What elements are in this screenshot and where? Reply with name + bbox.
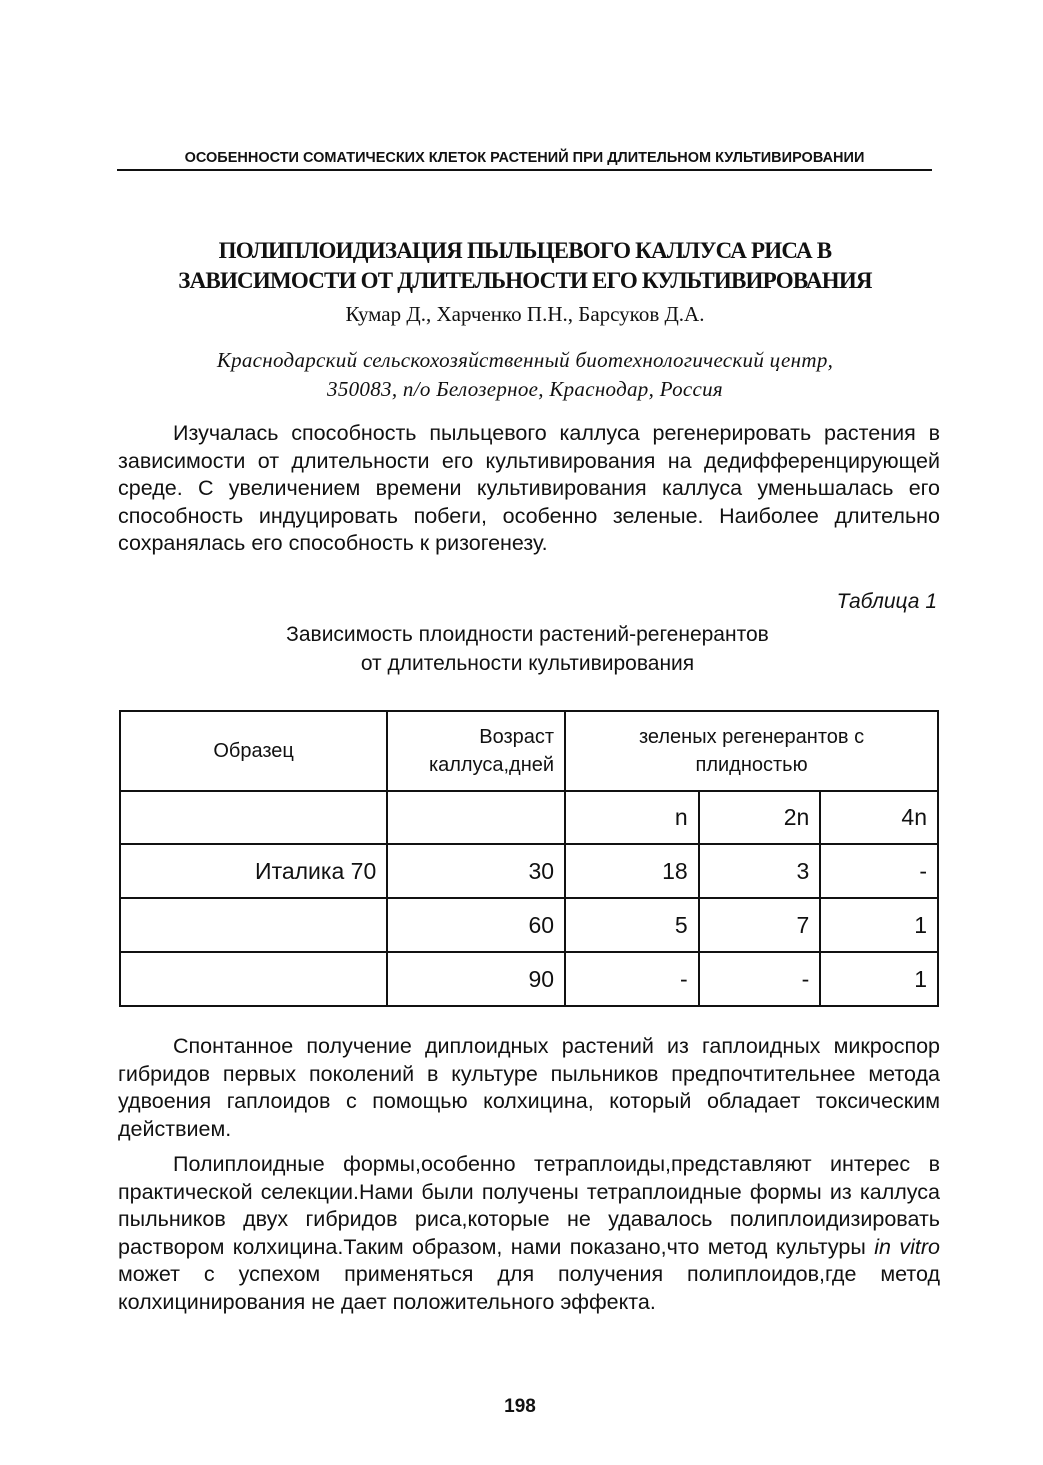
affiliation bbox=[110, 346, 940, 404]
header-age bbox=[387, 711, 565, 791]
table-row bbox=[120, 952, 938, 1006]
subheader-empty bbox=[120, 791, 387, 844]
header-green-line: плидностью bbox=[695, 754, 808, 776]
cell-age: 90 bbox=[387, 952, 565, 1006]
cell-n: 5 bbox=[565, 898, 699, 952]
cell-2n: 7 bbox=[699, 898, 821, 952]
paragraph2-text: может с успехом применяться для получения полиплоидов,где метод колхицинирования не дает положительного эффекта. bbox=[118, 1262, 940, 1314]
authors: Кумар Д., Харченко П.Н., Барсуков Д.А. bbox=[345, 302, 705, 326]
page-number: 198 bbox=[504, 1396, 536, 1417]
body-paragraph-1: Спонтанное получение диплоидных растений из гаплоидных микроспор гибридов первых поколений в культуре пыльников предпочтительнее метода удвоения гаплоидов с помощью колхицина, который обладает токсическим действием. bbox=[118, 1034, 940, 1141]
cell-4n: 1 bbox=[820, 898, 938, 952]
affiliation-line: Краснодарский сельскохозяйственный биотехнологический центр, bbox=[216, 348, 834, 372]
table-subheader-row bbox=[120, 791, 938, 844]
cell-age: 60 bbox=[387, 898, 565, 952]
cell-n: - bbox=[565, 952, 699, 1006]
subheader-empty bbox=[387, 791, 565, 844]
header-n: n bbox=[565, 791, 699, 844]
header-sample bbox=[120, 711, 387, 791]
cell-2n: 3 bbox=[699, 844, 821, 898]
body-paragraph-2 bbox=[118, 1151, 940, 1316]
running-head: ОСОБЕННОСТИ СОМАТИЧЕСКИХ КЛЕТОК РАСТЕНИЙ ПРИ ДЛИТЕЛЬНОМ КУЛЬТИВИРОВАНИИ bbox=[117, 150, 932, 171]
article-title bbox=[110, 236, 940, 296]
abstract-paragraph: Изучалась способность пыльцевого каллуса регенерировать растения в зависимости от длительности его культивирования на дедифференцирующей среде. С увеличением времени культивирования каллуса уменьшалась его способность индуцировать побеги, особенно зеленые. Наиболее длительно сохранялась его способность к ризогенезу. bbox=[118, 421, 940, 555]
header-sample-text: Образец bbox=[213, 740, 294, 762]
cell-age: 30 bbox=[387, 844, 565, 898]
cell-sample bbox=[120, 952, 387, 1006]
table-header-row bbox=[120, 711, 938, 791]
table-label: Таблица 1 bbox=[836, 590, 937, 613]
header-2n: 2n bbox=[699, 791, 821, 844]
table-caption bbox=[200, 620, 855, 678]
paragraph2-italic: in vitro bbox=[874, 1234, 940, 1259]
affiliation-line: 350083, п/о Белозерное, Краснодар, Россия bbox=[327, 377, 723, 401]
cell-4n: - bbox=[820, 844, 938, 898]
cell-sample: Италика 70 bbox=[120, 844, 387, 898]
table-row bbox=[120, 844, 938, 898]
cell-sample bbox=[120, 898, 387, 952]
title-line: ПОЛИПЛОИДИЗАЦИЯ ПЫЛЬЦЕВОГО КАЛЛУСА РИСА В bbox=[218, 238, 832, 263]
header-age-line: каллуса,дней bbox=[428, 754, 555, 776]
table-row bbox=[120, 898, 938, 952]
ploidy-table bbox=[119, 710, 939, 1007]
cell-4n: 1 bbox=[820, 952, 938, 1006]
header-green-regenerants bbox=[565, 711, 938, 791]
table-caption-line: от длительности культивирования bbox=[360, 652, 695, 675]
header-4n: 4n bbox=[820, 791, 938, 844]
header-age-line: Возраст bbox=[479, 726, 555, 748]
header-green-line: зеленых регенерантов с bbox=[638, 726, 865, 748]
table-caption-line: Зависимость плоидности растений-регенерантов bbox=[286, 623, 769, 646]
paragraph2-text: Полиплоидные формы,особенно тетраплоиды,представляют интерес в практической селекции.Нами были получены тетраплоидные формы из каллуса пыльников двух гибридов риса,которые не удавалось полиплоидизировать раствором колхицина.Таким образом, нами показано,что метод культуры bbox=[118, 1152, 940, 1259]
cell-n: 18 bbox=[565, 844, 699, 898]
cell-2n: - bbox=[699, 952, 821, 1006]
title-line: ЗАВИСИМОСТИ ОТ ДЛИТЕЛЬНОСТИ ЕГО КУЛЬТИВИРОВАНИЯ bbox=[178, 268, 872, 293]
